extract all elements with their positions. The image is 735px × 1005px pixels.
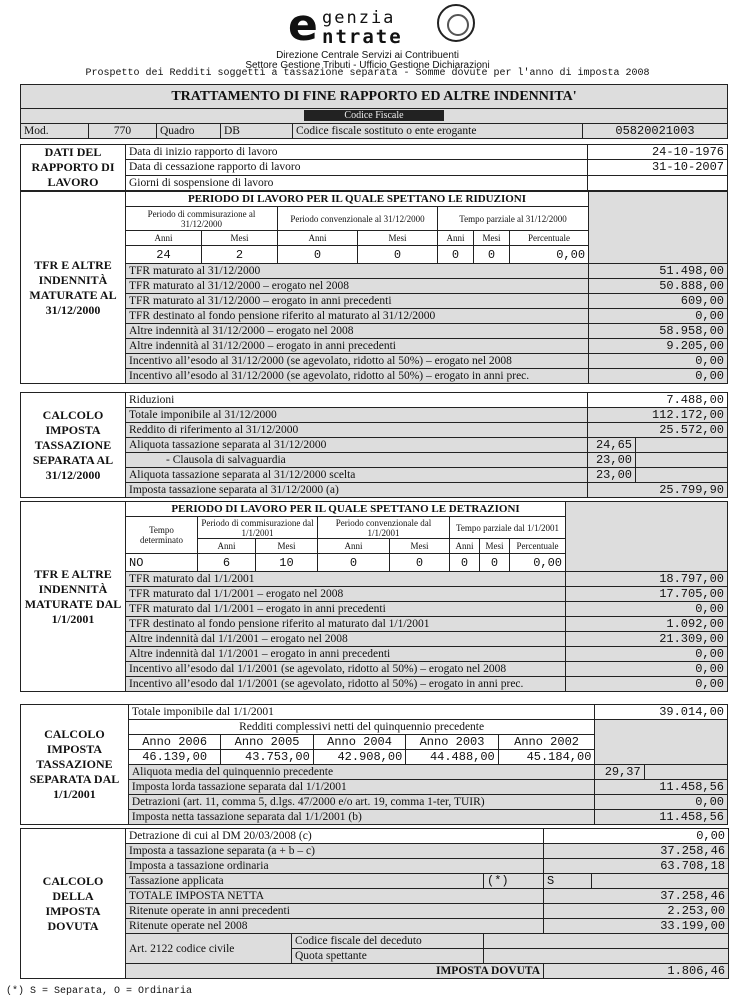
- row-label: TFR destinato al fondo pensione riferito al maturato al 31/12/2000: [126, 309, 589, 324]
- row-label: Incentivo all’esodo dal 1/1/2001 (se agevolato, ridotto al 50%) – erogato nel 2008: [126, 662, 566, 677]
- year-value: 44.488,00: [406, 750, 498, 765]
- row-label: - Clausola di salvaguardia: [126, 453, 588, 468]
- header-subtitle: Prospetto dei Redditi soggetti a tassazione separata - Somme dovute per l'anno di imposta 2008: [85, 68, 650, 79]
- anni-label: Anni: [438, 231, 474, 246]
- row-label: Riduzioni: [126, 393, 588, 408]
- row-label: Incentivo all’esodo al 31/12/2000 (se agevolato, ridotto al 50%) – erogato in anni prec.: [126, 369, 589, 384]
- year-label: Anno 2004: [313, 735, 405, 750]
- row-value: 21.309,00: [566, 632, 728, 647]
- value-anni: 0: [450, 554, 480, 572]
- row-label: Altre indennità dal 1/1/2001 – erogato in anni precedenti: [126, 647, 566, 662]
- col-convenzionale: Periodo convenzionale al 31/12/2000: [278, 207, 438, 231]
- mod-label: Mod.: [21, 124, 89, 139]
- row-value: 33.199,00: [544, 919, 729, 934]
- dati-rapporto-table: [20, 144, 728, 191]
- section-dati-rapporto: DATI DEL RAPPORTO DI LAVORO: [21, 145, 126, 191]
- anni-label: Anni: [318, 539, 390, 554]
- tfr-2000-table: [20, 191, 728, 384]
- row-value: 51.498,00: [589, 264, 728, 279]
- row-label: Giorni di sospensione di lavoro: [126, 175, 588, 190]
- header-line2: Settore Gestione Tributi - Ufficio Gestione Dichiarazioni: [245, 60, 490, 71]
- row-label: Ritenute operate nel 2008: [126, 919, 544, 934]
- quadro-label: Quadro: [157, 124, 221, 139]
- row-label: TFR destinato al fondo pensione riferito al maturato dal 1/1/2001: [126, 617, 566, 632]
- mesi-label: Mesi: [202, 231, 278, 246]
- row-label: TFR maturato dal 1/1/2001: [126, 572, 566, 587]
- totale-imponibile-value: 39.014,00: [595, 705, 728, 720]
- footnote: (*) S = Separata, O = Ordinaria: [6, 986, 193, 997]
- row-label: TFR maturato al 31/12/2000 – erogato in anni precedenti: [126, 294, 589, 309]
- codice-fiscale-label: Codice Fiscale: [304, 110, 443, 121]
- value-anni: 0: [278, 246, 358, 264]
- value-anni: 6: [198, 554, 256, 572]
- mesi-label: Mesi: [358, 231, 438, 246]
- row-value: 2.253,00: [544, 904, 729, 919]
- value-mesi: 0: [358, 246, 438, 264]
- logo-letter: e: [288, 0, 318, 51]
- imposta-dovuta-table: [20, 828, 729, 979]
- row-label: Detrazione di cui al DM 20/03/2008 (c): [126, 829, 544, 844]
- row-value: 609,00: [589, 294, 728, 309]
- section-imposta-dovuta: CALCOLO DELLA IMPOSTA DOVUTA: [21, 829, 126, 979]
- row-label: Imposta a tassazione separata (a + b – c): [126, 844, 544, 859]
- value-percentuale: 0,00: [510, 554, 566, 572]
- row-value: 0,00: [566, 647, 728, 662]
- row-value: 37.258,46: [544, 844, 729, 859]
- row-value: 25.799,90: [587, 483, 727, 498]
- quota-spettante-label: Quota spettante: [292, 949, 484, 964]
- row-value: 11.458,56: [595, 780, 728, 795]
- row-label: Imposta tassazione separata al 31/12/2000 (a): [126, 483, 588, 498]
- agency-logo: [288, 2, 448, 50]
- anni-label: Anni: [450, 539, 480, 554]
- tfr-2001-table: [20, 501, 728, 692]
- row-label: Imposta a tassazione ordinaria: [126, 859, 544, 874]
- row-value: 23,00: [587, 453, 635, 468]
- row-value: [588, 175, 728, 190]
- mod-value: 770: [89, 124, 157, 139]
- row-value: 0,00: [595, 795, 728, 810]
- value-tempo-determinato: NO: [126, 554, 198, 572]
- row-value: 25.572,00: [587, 423, 727, 438]
- year-value: 46.139,00: [128, 750, 220, 765]
- republic-seal-icon: [437, 4, 475, 42]
- value-anni: 0: [438, 246, 474, 264]
- row-value: 0,00: [566, 602, 728, 617]
- anni-label: Anni: [126, 231, 202, 246]
- periodo-title: PERIODO DI LAVORO PER IL QUALE SPETTANO LE DETRAZIONI: [126, 502, 566, 517]
- row-value: 0,00: [566, 677, 728, 692]
- row-value: 112.172,00: [587, 408, 727, 423]
- row-label: TFR maturato dal 1/1/2001 – erogato nel 2008: [126, 587, 566, 602]
- row-label: Detrazioni (art. 11, comma 5, d.lgs. 47/2000 e/o art. 19, comma 1-ter, TUIR): [128, 795, 595, 810]
- section-tfr-2001: TFR E ALTRE INDENNITÀ MATURATE DAL 1/1/2001: [21, 502, 126, 692]
- value-anni: 24: [126, 246, 202, 264]
- periodo-title: PERIODO DI LAVORO PER IL QUALE SPETTANO LE RIDUZIONI: [126, 192, 589, 207]
- row-label: Data di cessazione rapporto di lavoro: [126, 160, 588, 175]
- percentuale-label: Percentuale: [510, 539, 566, 554]
- row-value: 24-10-1976: [588, 145, 728, 160]
- row-value: 17.705,00: [566, 587, 728, 602]
- row-label: Data di inizio rapporto di lavoro: [126, 145, 588, 160]
- cf-sostituto-label: Codice fiscale sostituto o ente erogante: [293, 124, 583, 139]
- row-label: Altre indennità al 31/12/2000 – erogato in anni precedenti: [126, 339, 589, 354]
- col-commisurazione: Periodo di commisurazione al 31/12/2000: [126, 207, 278, 231]
- art-2122-label: Art. 2122 codice civile: [126, 934, 292, 964]
- row-value: 0,00: [589, 369, 728, 384]
- section-calcolo-2001: CALCOLO IMPOSTA TASSAZIONE SEPARATA DAL 1/1/2001: [21, 705, 129, 825]
- col-tempo-parziale: Tempo parziale al 31/12/2000: [438, 207, 589, 231]
- row-label: Aliquota tassazione separata al 31/12/2000 scelta: [126, 468, 588, 483]
- row-label: Imposta netta tassazione separata dal 1/1/2001 (b): [128, 810, 595, 825]
- value-mesi: 10: [256, 554, 318, 572]
- value-anni: 0: [318, 554, 390, 572]
- row-value: 9.205,00: [589, 339, 728, 354]
- value-mesi: 0: [480, 554, 510, 572]
- row-value: 0,00: [544, 829, 729, 844]
- document-title: TRATTAMENTO DI FINE RAPPORTO ED ALTRE INDENNITA': [21, 85, 728, 109]
- row-value: 0,00: [589, 309, 728, 324]
- row-label: TFR maturato al 31/12/2000 – erogato nel 2008: [126, 279, 589, 294]
- year-label: Anno 2002: [498, 735, 595, 750]
- row-value: 1.092,00: [566, 617, 728, 632]
- row-label: Ritenute operate in anni precedenti: [126, 904, 544, 919]
- tassazione-value: S: [544, 874, 592, 889]
- year-label: Anno 2003: [406, 735, 498, 750]
- row-label: Imposta lorda tassazione separata dal 1/1/2001: [128, 780, 595, 795]
- cf-sostituto-value: 05820021003: [583, 124, 728, 139]
- row-value: 23,00: [587, 468, 635, 483]
- row-value: 31-10-2007: [588, 160, 728, 175]
- section-tfr-2000: TFR E ALTRE INDENNITÀ MATURATE AL 31/12/2000: [21, 192, 126, 384]
- anni-label: Anni: [278, 231, 358, 246]
- row-value: 29,37: [595, 765, 644, 780]
- row-value: 11.458,56: [595, 810, 728, 825]
- imposta-dovuta-label: IMPOSTA DOVUTA: [126, 964, 544, 979]
- mesi-label: Mesi: [390, 539, 450, 554]
- section-calcolo-2000: CALCOLO IMPOSTA TASSAZIONE SEPARATA AL 31/12/2000: [21, 393, 126, 498]
- calcolo-2001-table: [20, 704, 728, 825]
- header-line1: Direzione Centrale Servizi ai Contribuenti: [276, 50, 459, 61]
- cf-deceduto-label: Codice fiscale del deceduto: [292, 934, 484, 949]
- row-value: 0,00: [566, 662, 728, 677]
- row-value: 24,65: [587, 438, 635, 453]
- calcolo-2000-table: [20, 392, 728, 498]
- year-value: 43.753,00: [221, 750, 313, 765]
- row-value: 58.958,00: [589, 324, 728, 339]
- title-table: [20, 84, 728, 139]
- col-tempo-determinato: Tempo determinato: [126, 517, 198, 554]
- row-label: Incentivo all’esodo dal 1/1/2001 (se agevolato, ridotto al 50%) – erogato in anni prec.: [126, 677, 566, 692]
- row-value: 63.708,18: [544, 859, 729, 874]
- year-value: 42.908,00: [313, 750, 405, 765]
- percentuale-label: Percentuale: [510, 231, 589, 246]
- col-tempo-parziale: Tempo parziale dal 1/1/2001: [450, 517, 566, 539]
- col-convenzionale: Periodo convenzionale dal 1/1/2001: [318, 517, 450, 539]
- row-label: TFR maturato al 31/12/2000: [126, 264, 589, 279]
- col-commisurazione: Periodo di commisurazione dal 1/1/2001: [198, 517, 318, 539]
- redditi-title: Redditi complessivi netti del quinquennio precedente: [128, 720, 595, 735]
- row-value: 18.797,00: [566, 572, 728, 587]
- value-mesi: 0: [390, 554, 450, 572]
- row-value: 7.488,00: [587, 393, 727, 408]
- row-label: Totale imponibile al 31/12/2000: [126, 408, 588, 423]
- year-label: Anno 2005: [221, 735, 313, 750]
- row-label: Aliquota tassazione separata al 31/12/2000: [126, 438, 588, 453]
- quadro-value: DB: [221, 124, 293, 139]
- year-value: 45.184,00: [498, 750, 595, 765]
- imposta-dovuta-value: 1.806,46: [544, 964, 729, 979]
- row-label: Incentivo all’esodo al 31/12/2000 (se agevolato, ridotto al 50%) – erogato nel 2008: [126, 354, 589, 369]
- row-label: Reddito di riferimento al 31/12/2000: [126, 423, 588, 438]
- value-percentuale: 0,00: [510, 246, 589, 264]
- anni-label: Anni: [198, 539, 256, 554]
- value-mesi: 0: [474, 246, 510, 264]
- mesi-label: Mesi: [474, 231, 510, 246]
- row-label: TFR maturato dal 1/1/2001 – erogato in anni precedenti: [126, 602, 566, 617]
- mesi-label: Mesi: [480, 539, 510, 554]
- logo-bottom-text: ntrate: [322, 26, 403, 48]
- totale-imponibile-label: Totale imponibile dal 1/1/2001: [128, 705, 595, 720]
- tassazione-note: (*): [484, 874, 544, 889]
- mesi-label: Mesi: [256, 539, 318, 554]
- row-value: 0,00: [589, 354, 728, 369]
- row-label: Altre indennità al 31/12/2000 – erogato nel 2008: [126, 324, 589, 339]
- year-label: Anno 2006: [128, 735, 220, 750]
- row-label: Altre indennità dal 1/1/2001 – erogato nel 2008: [126, 632, 566, 647]
- row-label: Aliquota media del quinquennio precedente: [128, 765, 595, 780]
- row-value: 37.258,46: [544, 889, 729, 904]
- row-value: 50.888,00: [589, 279, 728, 294]
- row-label: Tassazione applicata: [126, 874, 484, 889]
- value-mesi: 2: [202, 246, 278, 264]
- logo-top-text: genzia: [322, 8, 396, 28]
- row-label: TOTALE IMPOSTA NETTA: [126, 889, 544, 904]
